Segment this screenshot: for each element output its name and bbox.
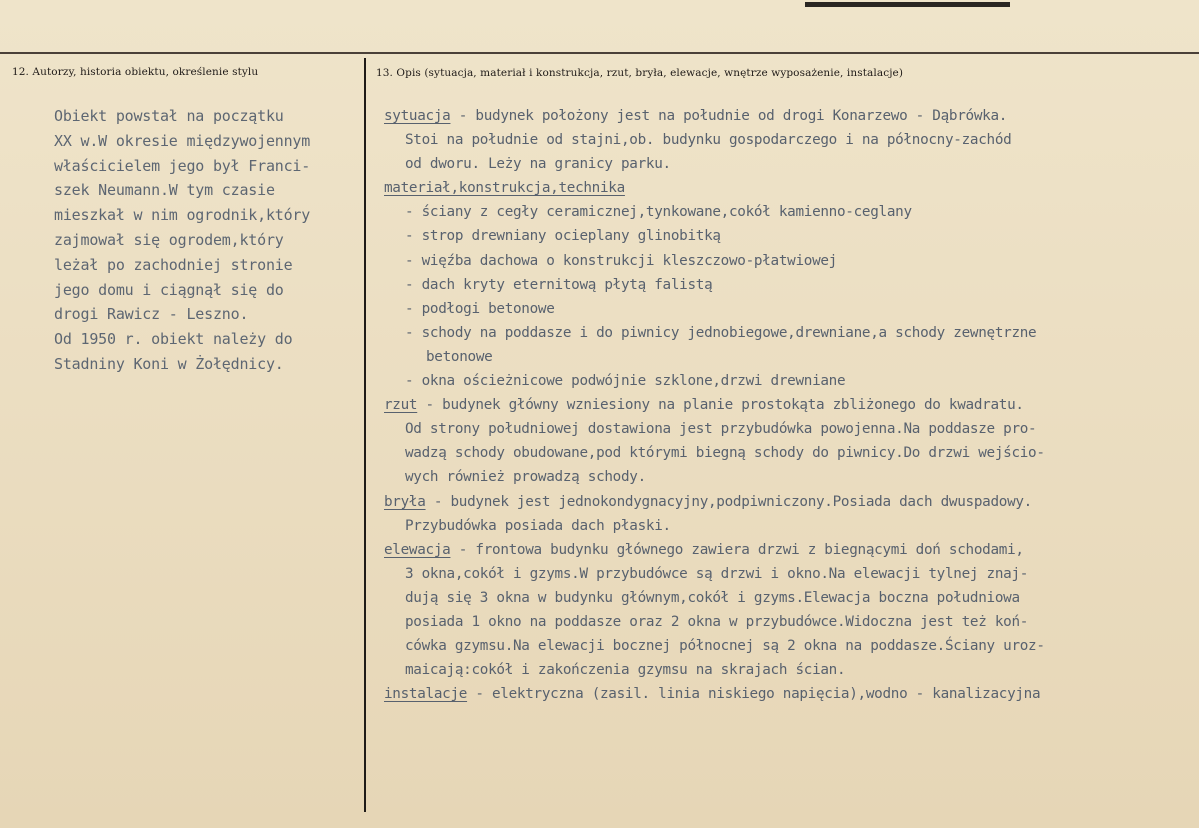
sytuacja-line <box>384 104 1045 128</box>
material-item: - więźba dachowa o konstrukcji kleszczowo-płatwiowej <box>405 252 837 269</box>
section-13-label: 13. Opis (sytuacja, materiał i konstrukcja, rzut, bryła, elewacje, wnętrze wyposażenie, instalacje) <box>376 67 904 79</box>
sytuacja-heading: sytuacja <box>384 108 451 124</box>
elewacja-heading: elewacja <box>384 541 451 558</box>
rzut-heading: rzut <box>384 397 418 414</box>
history-text <box>54 104 310 377</box>
history-line: Obiekt powstał na początku <box>54 107 284 125</box>
sytuacja-line: Stoi na południe od stajni,ob. budynku gospodarczego i na północny-zachód <box>405 132 1012 149</box>
elewacja-line: 3 okna,cokół i gzyms.W przybudówce są drzwi i okno.Na elewacji tylnej znaj- <box>405 565 1029 582</box>
column-divider <box>364 58 366 812</box>
material-heading: materiał,konstrukcja,technika <box>384 180 625 197</box>
elewacja-line: maicają:cokół i zakończenia gzymsu na skrajach ścian. <box>405 662 846 679</box>
sytuacja-line: od dworu. Leży na granicy parku. <box>405 156 671 173</box>
history-line: jego domu i ciągnął się do <box>54 280 284 299</box>
top-edge-mark <box>805 2 1010 7</box>
bryla-line <box>384 490 1045 514</box>
elewacja-line: dują się 3 okna w budynku głównym,cokół i gzyms.Elewacja boczna południowa <box>405 589 1020 606</box>
elewacja-line: cówka gzymsu.Na elewacji bocznej północnej są 2 okna na poddasze.Ściany uroz- <box>405 638 1045 655</box>
rzut-line: wadzą schody obudowane,pod którymi biegną schody do piwnicy.Do drzwi wejścio- <box>405 445 1045 462</box>
elewacja-text: - frontowa budynku głównego zawiera drzwi z biegnącymi doń schodami, <box>450 541 1024 558</box>
history-line: zajmował się ogrodem,który <box>54 230 284 249</box>
history-line: Od 1950 r. obiekt należy do <box>54 330 293 349</box>
instalacje-line <box>384 682 1045 706</box>
horizontal-rule <box>0 52 1199 54</box>
description-text <box>384 104 1045 706</box>
history-line: leżał po zachodniej stronie <box>54 255 293 274</box>
material-item: - strop drewniany ocieplany glinobitką <box>405 228 721 245</box>
material-line <box>384 176 1045 200</box>
elewacja-line: posiada 1 okno na poddasze oraz 2 okna w przybudówce.Widoczna jest też koń- <box>405 613 1029 630</box>
history-line: mieszkał w nim ogrodnik,który <box>54 206 311 225</box>
material-item: - okna ościeżnicowe podwójnie szklone,drzwi drewniane <box>405 373 846 390</box>
rzut-line: Od strony południowej dostawiona jest przybudówka powojenna.Na poddasze pro- <box>405 421 1037 438</box>
rzut-text: - budynek główny wzniesiony na planie prostokąta zbliżonego do kwadratu. <box>417 397 1024 414</box>
history-line: XX w.W okresie międzywojennym <box>54 131 311 150</box>
instalacje-heading: instalacje <box>384 686 468 703</box>
material-item: - ściany z cegły ceramicznej,tynkowane,cokół kamienno-ceglany <box>405 204 912 221</box>
history-line: właścicielem jego był Franci- <box>54 156 311 175</box>
rzut-line: wych również prowadzą schody. <box>405 469 646 486</box>
bryla-text: - budynek jest jednokondygnacyjny,podpiwniczony.Posiada dach dwuspadowy. <box>425 493 1032 510</box>
history-line: Stadniny Koni w Żołędnicy. <box>54 354 284 373</box>
material-item-cont: betonowe <box>426 348 493 365</box>
material-item: - schody na poddasze i do piwnicy jednobiegowe,drewniane,a schody zewnętrzne <box>405 324 1037 341</box>
material-item: - podłogi betonowe <box>405 300 555 317</box>
elewacja-line <box>384 538 1045 562</box>
history-line: drogi Rawicz - Leszno. <box>54 305 249 324</box>
instalacje-text: - elektryczna (zasil. linia niskiego napięcia),wodno - kanalizacyjna <box>467 686 1041 703</box>
sytuacja-text: - budynek położony jest na południe od drogi Konarzewo - Dąbrówka. <box>450 108 1008 124</box>
bryla-line: Przybudówka posiada dach płaski. <box>405 517 671 534</box>
bryla-heading: bryła <box>384 493 426 510</box>
material-item: - dach kryty eternitową płytą falistą <box>405 276 713 293</box>
section-12-label: 12. Autorzy, historia obiektu, określenie stylu <box>12 66 259 78</box>
history-line: szek Neumann.W tym czasie <box>54 181 275 200</box>
rzut-line <box>384 393 1045 417</box>
